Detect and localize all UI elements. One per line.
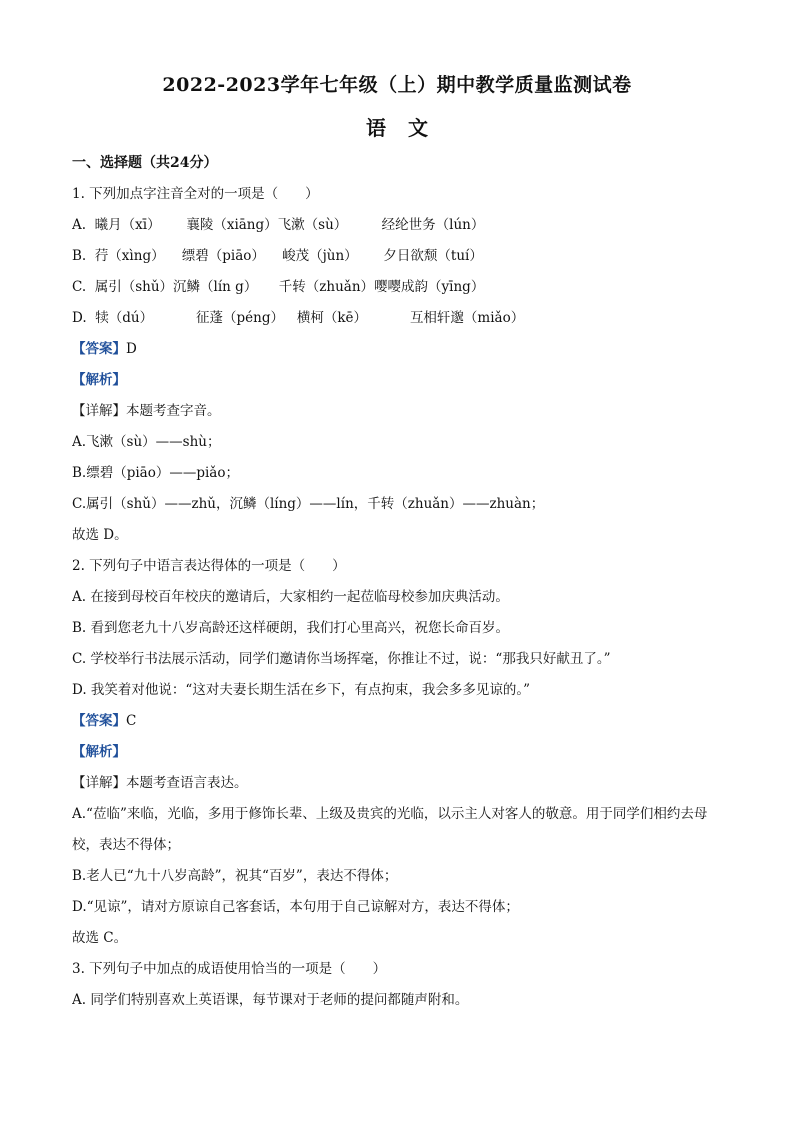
question-1-detail-line: A.飞漱（sù）——shù； bbox=[72, 434, 221, 450]
question-2-detail-line: B.老人已“九十八岁高龄”，祝其“百岁”，表达不得体； bbox=[72, 868, 398, 884]
option-part: 千转（zhuǎn）嘤嘤成韵（yīng） bbox=[278, 279, 485, 295]
question-1-stem: 1. 下列加点字注音全对的一项是（ ） bbox=[72, 186, 319, 202]
question-1-analysis bbox=[72, 365, 724, 396]
subject-title: 语文 bbox=[366, 116, 450, 140]
option-part: 属引（shǔ）沉鳞（lín g） bbox=[94, 279, 258, 295]
exam-title: 2022-2023学年七年级（上）期中教学质量监测试卷 bbox=[162, 74, 632, 96]
question-2-detail bbox=[72, 768, 724, 799]
option-part: 夕日欲颓（tuí） bbox=[383, 248, 483, 264]
question-2-stem: 2. 下列句子中语言表达得体的一项是（ ） bbox=[72, 558, 346, 574]
option-part: 互相轩邈（miǎo） bbox=[409, 310, 525, 326]
analysis-tag: 【解析】 bbox=[72, 744, 126, 760]
option-label: B. bbox=[72, 248, 87, 264]
question-3-stem: 3. 下列句子中加点的成语使用恰当的一项是（ ） bbox=[72, 961, 387, 977]
detail-intro: 本题考查语言表达。 bbox=[126, 775, 248, 791]
question-2-analysis bbox=[72, 737, 724, 768]
detail-intro: 本题考查字音。 bbox=[126, 403, 221, 419]
option-part: 犊（dú） bbox=[95, 310, 154, 326]
question-2-option-d: D. 我笑着对他说：“这对夫妻长期生活在乡下，有点拘束，我会多多见谅的。” bbox=[72, 682, 530, 698]
option-label: D. bbox=[72, 310, 87, 326]
question-1-conclusion: 故选 D。 bbox=[72, 527, 128, 543]
exam-content bbox=[72, 148, 724, 1016]
option-part: 经纶世务（lún） bbox=[381, 217, 485, 233]
question-1-option-b bbox=[72, 241, 724, 272]
question-2-answer bbox=[72, 706, 724, 737]
question-1-detail-line: B.缥碧（piāo）——piǎo； bbox=[72, 465, 239, 481]
answer-value: D bbox=[126, 341, 137, 357]
detail-tag: 【详解】 bbox=[72, 403, 126, 419]
answer-value: C bbox=[126, 713, 137, 729]
answer-tag: 【答案】 bbox=[72, 341, 126, 357]
question-1-answer bbox=[72, 334, 724, 365]
option-part: 征蓬（péng） bbox=[196, 310, 284, 326]
question-2-detail-line: D.“见谅”，请对方原谅自己客套话，本句用于自己谅解对方，表达不得体； bbox=[72, 899, 519, 915]
detail-tag: 【详解】 bbox=[72, 775, 126, 791]
answer-tag: 【答案】 bbox=[72, 713, 126, 729]
question-2-option-c: C. 学校举行书法展示活动，同学们邀请你当场挥毫，你推让不过，说：“那我只好献丑了。” bbox=[72, 651, 611, 667]
question-1-detail-line: C.属引（shǔ）——zhǔ，沉鳞（líng）——lín，千转（zhuǎn）——zhuàn； bbox=[72, 496, 545, 512]
option-part: 荇（xìng） bbox=[94, 248, 165, 264]
question-2-option-a: A. 在接到母校百年校庆的邀请后，大家相约一起莅临母校参加庆典活动。 bbox=[72, 589, 509, 605]
question-3-option-a: A. 同学们特别喜欢上英语课，每节课对于老师的提问都随声附和。 bbox=[72, 992, 469, 1008]
option-label: A. bbox=[72, 217, 87, 233]
question-1-option-a bbox=[72, 210, 724, 241]
question-1-detail bbox=[72, 396, 724, 427]
option-part: 横柯（kē） bbox=[296, 310, 368, 326]
question-1-option-c bbox=[72, 272, 724, 303]
question-2-detail-line: A.“莅临”来临，光临，多用于修饰长辈、上级及贵宾的光临，以示主人对客人的敬意。用于同学们相约去母校，表达不得体； bbox=[72, 806, 708, 853]
section-heading: 一、选择题（共24分） bbox=[72, 155, 218, 171]
question-2-option-b: B. 看到您老九十八岁高龄还这样硬朗，我们打心里高兴，祝您长命百岁。 bbox=[72, 620, 510, 636]
question-1-option-d bbox=[72, 303, 724, 334]
option-label: C. bbox=[72, 279, 87, 295]
option-part: 缥碧（piāo） bbox=[181, 248, 265, 264]
option-part: 曦月（xī） bbox=[94, 217, 161, 233]
option-part: 襄陵（xiāng）飞漱（sù） bbox=[186, 217, 348, 233]
analysis-tag: 【解析】 bbox=[72, 372, 126, 388]
question-2-conclusion: 故选 C。 bbox=[72, 930, 128, 946]
option-part: 峻茂（jùn） bbox=[282, 248, 358, 264]
